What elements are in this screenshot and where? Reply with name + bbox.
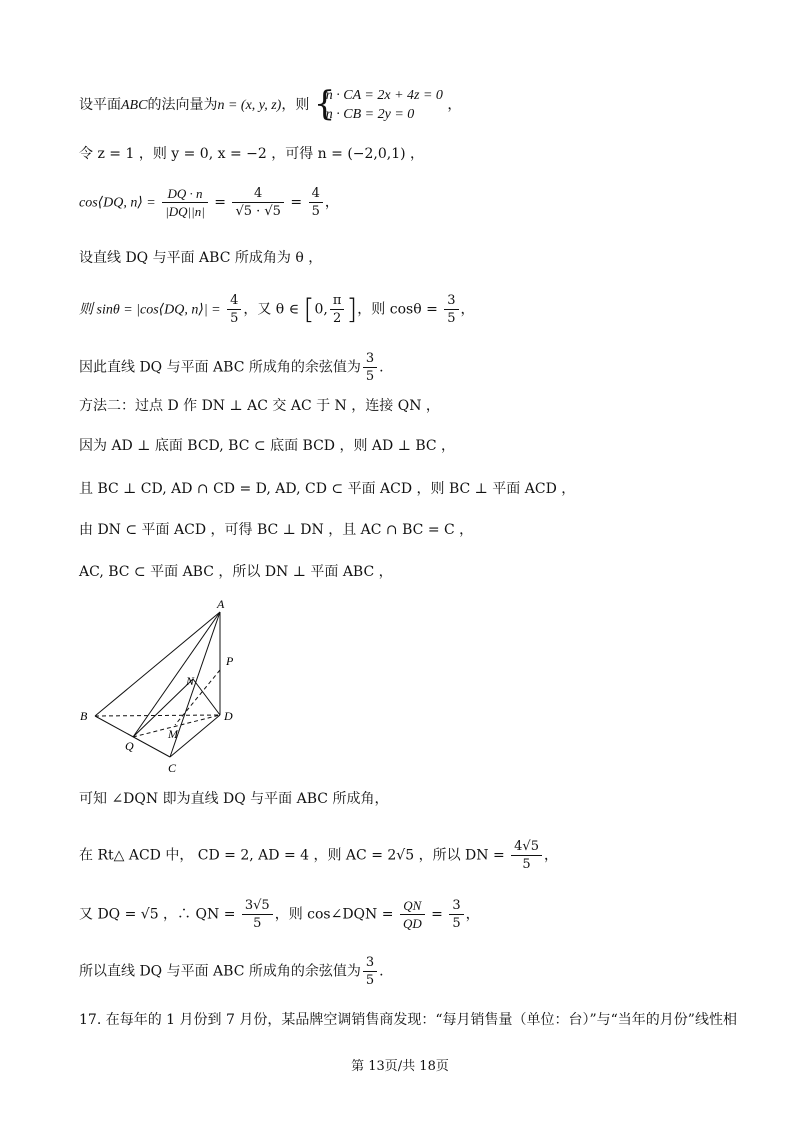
fraction: $\frac{3}{5}$ <box>363 350 377 385</box>
label-n: N <box>186 674 195 688</box>
edge-bd <box>95 715 220 716</box>
math-abc: ABC <box>121 98 148 113</box>
equation-system: { n · CA = 2x + 4z = 0 n · CB = 2y = 0 <box>313 84 443 124</box>
page-footer: 第 13页/共 18页 <box>351 1059 449 1074</box>
line-sin-theta: 则 sinθ = |cos⟨DQ, n⟩| = $\frac{4}{5}$ ，又 θ ∈ [0, $\frac{\pi}{2}$ ]，则 cosθ = $\frac{3}{5}$ ， <box>79 292 475 326</box>
line-bc-perp: 且 BC ⊥ CD, AD ∩ CD = D, AD, CD ⊂ 平面 ACD ，则 BC ⊥ 平面 ACD ， <box>79 481 576 497</box>
line-dn-perp: AC, BC ⊂ 平面 ABC ，所以 DN ⊥ 平面 ABC ， <box>79 564 393 580</box>
fraction: $\frac{4}{√5 \cdot √5}$ <box>232 185 284 220</box>
fraction: $\frac{DQ \cdot n}{|DQ||n|}$ <box>162 185 208 220</box>
line-cos-dq-n: cos⟨DQ, n⟩ = $\frac{DQ \cdot n}{|DQ||n|}$ = $\frac{4}{√5 \cdot √5}$ = $\frac{4}{5}$ ， <box>79 186 339 219</box>
math-normal-vector: n = (x, y, z) <box>217 98 282 113</box>
equation-row-1: n · CA = 2x + 4z = 0 <box>325 88 443 103</box>
text: ， <box>447 97 462 113</box>
edge-ab <box>95 612 220 716</box>
fraction: $\frac{3}{5}$ <box>449 897 463 932</box>
line-dn-sub: 由 DN ⊂ 平面 ACD ，可得 BC ⊥ DN ，且 AC ∩ BC = C ， <box>79 522 474 538</box>
line-method-2: 方法二：过点 D 作 DN ⊥ AC 交 AC 于 N ，连接 QN ， <box>79 398 440 414</box>
fraction: $\frac{3}{5}$ <box>444 292 458 327</box>
equation-row-2: n · CB = 2y = 0 <box>325 107 415 122</box>
line-set-z: 令 z = 1 ，则 y = 0, x = −2 ，可得 n = (−2,0,1) ， <box>79 146 425 162</box>
line-normal-vector <box>79 86 461 124</box>
line-rt-triangle: 在 Rt△ ACD 中， CD = 2, AD = 4 ，则 AC = 2√5 ，所以 DN = $\frac{4√5}{5}$ ， <box>79 839 558 872</box>
text: 设平面 <box>79 97 121 113</box>
edge-aq <box>133 612 220 737</box>
text: ，则 <box>281 97 310 113</box>
line-conclusion-1: 因此直线 DQ 与平面 ABC 所成角的余弦值为 $\frac{3}{5}$ . <box>79 351 384 384</box>
fraction: $\frac{3√5}{5}$ <box>242 897 273 932</box>
geometry-figure <box>75 595 255 780</box>
fraction: $\frac{\pi}{2}$ <box>330 292 345 327</box>
label-q: Q <box>125 739 134 753</box>
fraction: $\frac{3}{5}$ <box>363 954 377 989</box>
fraction: $\frac{4}{5}$ <box>227 292 241 327</box>
edge-nq <box>133 679 193 737</box>
fraction: $\frac{4√5}{5}$ <box>511 838 542 873</box>
line-angle-dqn: 可知 ∠DQN 即为直线 DQ 与平面 ABC 所成角， <box>79 791 389 807</box>
math: cos⟨DQ, n⟩ = <box>79 195 156 211</box>
fraction: $\frac{QN}{QD}$ <box>400 897 425 932</box>
line-conclusion-2: 所以直线 DQ 与平面 ABC 所成角的余弦值为 $\frac{3}{5}$ . <box>79 955 384 988</box>
line-question-17: 17. 在每年的 1 月份到 7 月份，某品牌空调销售商发现：“每月销售量（单位：台）”与“当年的月份”线性相 <box>79 1012 737 1028</box>
label-c: C <box>168 761 177 775</box>
label-d: D <box>224 709 233 723</box>
line-qn: 又 DQ = √5 ，∴ QN = $\frac{3√5}{5}$ ，则 cos∠DQN = $\frac{QN}{QD}$ = $\frac{3}{5}$ ， <box>79 898 480 931</box>
label-m: M <box>168 727 178 741</box>
label-a: A <box>217 597 225 611</box>
edge-nd <box>193 679 220 715</box>
line-angle-theta: 设直线 DQ 与平面 ABC 所成角为 θ ， <box>79 250 323 266</box>
label-p: P <box>226 654 234 668</box>
line-ad-perp: 因为 AD ⊥ 底面 BCD, BC ⊂ 底面 BCD ，则 AD ⊥ BC ， <box>79 438 456 454</box>
fraction: $\frac{4}{5}$ <box>309 185 323 220</box>
text: 的法向量为 <box>147 97 218 113</box>
label-b: B <box>80 709 88 723</box>
